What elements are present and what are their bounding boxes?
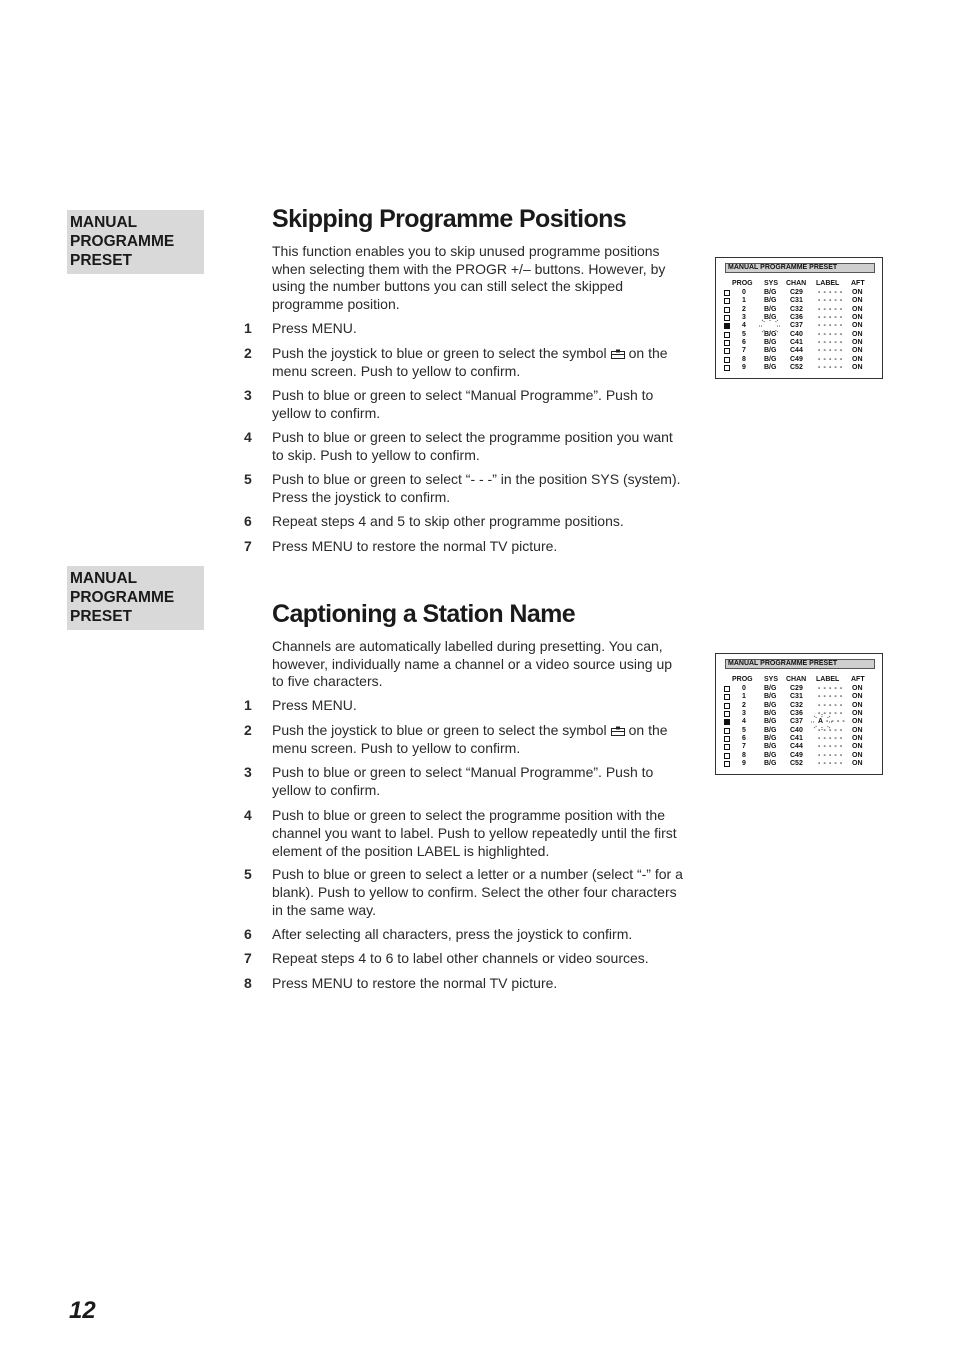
menu-column-header: LABEL (816, 280, 840, 287)
menu-programme-row (716, 364, 884, 372)
step-number: 4 (244, 807, 252, 823)
unselected-marker-icon (724, 298, 730, 304)
side-tab-manual-programme-preset (67, 566, 204, 630)
menu-cell-prog: 1 (742, 693, 746, 701)
menu-cell-chan: C49 (790, 751, 803, 759)
step-number: 2 (244, 345, 252, 361)
menu-programme-row (716, 702, 884, 710)
page-number: 12 (69, 1297, 96, 1324)
menu-cell-aft: ON (852, 305, 863, 313)
menu-cell-label: - - - - - (818, 355, 843, 363)
menu-cell-sys: B/G (764, 701, 777, 709)
menu-cell-prog: 4 (742, 322, 746, 330)
unselected-marker-icon (724, 761, 730, 767)
side-tab-manual-programme-preset (67, 210, 204, 274)
menu-cell-prog: 8 (742, 751, 746, 759)
unselected-marker-icon (724, 694, 730, 700)
menu-column-header: AFT (851, 676, 865, 683)
menu-cell-aft: ON (852, 726, 863, 734)
menu-programme-row (716, 322, 884, 330)
menu-cell-aft: ON (852, 685, 863, 692)
menu-programme-row (716, 693, 884, 701)
menu-cell-sys: B/G (764, 735, 777, 743)
unselected-marker-icon (724, 686, 730, 692)
side-tab-line: PRESET (70, 608, 133, 625)
menu-programme-row (716, 314, 884, 322)
menu-cell-sys: B/G (764, 685, 777, 692)
menu-cell-label: - - - - - (818, 322, 843, 330)
step-number: 7 (244, 538, 252, 554)
step-text: Push to blue or green to select the programme position you want to skip. Push to yellow to confirm. (272, 429, 673, 463)
menu-column-headers (716, 280, 884, 288)
menu-programme-row (716, 306, 884, 314)
menu-programme-row (716, 347, 884, 355)
side-tab-line: MANUAL (70, 570, 138, 587)
step-text: Repeat steps 4 and 5 to skip other programme positions. (272, 513, 624, 529)
menu-cell-prog: 3 (742, 314, 746, 322)
menu-screen-title: MANUAL PROGRAMME PRESET (725, 659, 875, 669)
menu-cell-sys: B/G (764, 718, 777, 726)
menu-cell-prog: 0 (742, 289, 746, 296)
step-number: 1 (244, 320, 252, 336)
menu-programme-row (716, 760, 884, 768)
menu-column-header: CHAN (786, 676, 807, 683)
step-number: 6 (244, 926, 252, 942)
menu-cell-label: - - - - - (818, 726, 843, 734)
menu-cell-label: - - - - - (818, 743, 843, 751)
menu-programme-row (716, 752, 884, 760)
menu-cell-sys: B/G (764, 726, 777, 734)
menu-cell-chan: C44 (790, 347, 803, 355)
step-text-before: Push the joystick to blue or green to select the symbol (272, 722, 607, 738)
menu-column-header: PROG (732, 280, 753, 287)
menu-column-header: SYS (764, 280, 779, 287)
step-text: Push to blue or green to select a letter or a number (select “-” for a blank). Push to yellow to confirm. Select the other four characters in the same way. (272, 866, 683, 918)
step-number: 5 (244, 866, 252, 882)
menu-cell-prog: 5 (742, 726, 746, 734)
selected-marker-icon (724, 719, 730, 725)
menu-cell-aft: ON (852, 330, 863, 338)
menu-programme-row (716, 735, 884, 743)
step-number: 2 (244, 722, 252, 738)
menu-programme-row (716, 727, 884, 735)
menu-cell-prog: 2 (742, 701, 746, 709)
step-text-before: Push the joystick to blue or green to select the symbol (272, 345, 607, 361)
menu-cell-prog: 2 (742, 305, 746, 313)
unselected-marker-icon (724, 332, 730, 338)
unselected-marker-icon (724, 711, 730, 717)
menu-cell-label: - - - - - (818, 760, 843, 768)
menu-cell-prog: 6 (742, 735, 746, 743)
menu-cell-sys: B/G (764, 297, 777, 305)
menu-cell-prog: 7 (742, 743, 746, 751)
menu-cell-chan: C32 (790, 701, 803, 709)
unselected-marker-icon (724, 703, 730, 709)
menu-programme-row (716, 289, 884, 297)
step-text: Push to blue or green to select “Manual Programme”. Push to yellow to confirm. (272, 387, 654, 421)
menu-cell-prog: 8 (742, 355, 746, 363)
menu-cell-label: - - - - - (818, 347, 843, 355)
menu-cell-aft: ON (852, 364, 863, 372)
menu-column-header: CHAN (786, 280, 807, 287)
menu-cell-chan: C49 (790, 355, 803, 363)
menu-cell-label: - - - - - (818, 289, 843, 296)
menu-cell-prog: 9 (742, 364, 746, 372)
step-number: 1 (244, 697, 252, 713)
menu-cell-aft: ON (852, 735, 863, 743)
side-tab-line: PROGRAMME (70, 589, 175, 606)
menu-cell-chan: C40 (790, 330, 803, 338)
menu-cell-sys: B/G (764, 289, 777, 296)
menu-cell-prog: 0 (742, 685, 746, 692)
step-text: Push to blue or green to select “- - -” in the position SYS (system). Press the joystick to confirm. (272, 471, 681, 505)
menu-cell-chan: C31 (790, 297, 803, 305)
menu-programme-row (716, 356, 884, 364)
menu-cell-label: - - - - - (818, 339, 843, 347)
menu-cell-aft: ON (852, 743, 863, 751)
menu-screen-skip (715, 257, 883, 379)
menu-cell-sys: B/G (764, 355, 777, 363)
menu-cell-sys: B/G (764, 751, 777, 759)
step-text-after: on the menu screen. Push to yellow to confirm. (272, 722, 668, 756)
step-number: 6 (244, 513, 252, 529)
menu-programme-row (716, 685, 884, 693)
unselected-marker-icon (724, 348, 730, 354)
menu-cell-prog: 1 (742, 297, 746, 305)
menu-cell-sys: B/G (764, 693, 777, 701)
menu-preset-icon (611, 349, 625, 359)
menu-cell-sys: B/G (764, 330, 777, 338)
step-text: After selecting all characters, press the joystick to confirm. (272, 926, 633, 942)
section-title-captioning: Captioning a Station Name (272, 600, 576, 628)
menu-cell-chan: C37 (790, 718, 803, 726)
side-tab-line: PRESET (70, 252, 133, 269)
side-tab-line: MANUAL (70, 214, 138, 231)
menu-programme-row (716, 743, 884, 751)
step-text: Repeat steps 4 to 6 to label other channels or video sources. (272, 950, 649, 966)
menu-cell-sys: B/G (764, 339, 777, 347)
menu-cell-chan: C44 (790, 743, 803, 751)
menu-cell-chan: C40 (790, 726, 803, 734)
menu-screen-caption (715, 653, 883, 775)
menu-cell-label: - - - - - (818, 297, 843, 305)
menu-cell-aft: ON (852, 718, 863, 726)
menu-column-header: AFT (851, 280, 865, 287)
unselected-marker-icon (724, 340, 730, 346)
side-tab-line: PROGRAMME (70, 233, 175, 250)
menu-programme-row (716, 331, 884, 339)
menu-cell-chan: C52 (790, 364, 803, 372)
step-number: 3 (244, 387, 252, 403)
menu-cell-chan: C31 (790, 693, 803, 701)
menu-cell-chan: C29 (790, 289, 803, 296)
menu-cell-aft: ON (852, 760, 863, 768)
unselected-marker-icon (724, 365, 730, 371)
menu-cell-aft: ON (852, 701, 863, 709)
menu-cell-label: - - - - - (818, 364, 843, 372)
section-intro-captioning: Channels are automatically labelled during presetting. You can, however, individually name a channel or a video source using up to five characters. (272, 638, 673, 690)
step-text: Press MENU to restore the normal TV picture. (272, 538, 558, 554)
step-text: Press MENU. (272, 697, 357, 713)
step-number: 3 (244, 764, 252, 780)
menu-column-header: LABEL (816, 676, 840, 683)
step-text (272, 345, 684, 381)
menu-cell-aft: ON (852, 751, 863, 759)
menu-programme-row (716, 718, 884, 726)
menu-cell-aft: ON (852, 339, 863, 347)
menu-cell-aft: ON (852, 347, 863, 355)
menu-cell-aft: ON (852, 314, 863, 322)
menu-cell-sys: B/G (764, 710, 777, 718)
unselected-marker-icon (724, 744, 730, 750)
step-number: 8 (244, 975, 252, 991)
menu-cell-chan: C41 (790, 735, 803, 743)
menu-cell-aft: ON (852, 289, 863, 296)
menu-cell-prog: 9 (742, 760, 746, 768)
menu-cell-sys: B/G (764, 347, 777, 355)
menu-column-headers (716, 676, 884, 684)
menu-cell-label: - - - - - (818, 330, 843, 338)
step-number: 4 (244, 429, 252, 445)
unselected-marker-icon (724, 728, 730, 734)
step-text: Push to blue or green to select the programme position with the channel you want to label. Push to yellow repeatedly until the first element of the position LABEL is highlighted. (272, 807, 677, 859)
menu-cell-chan: C36 (790, 314, 803, 322)
section-title-skipping: Skipping Programme Positions (272, 205, 627, 233)
menu-cell-aft: ON (852, 355, 863, 363)
step-text (272, 722, 684, 758)
step-text: Push to blue or green to select “Manual Programme”. Push to yellow to confirm. (272, 764, 654, 798)
unselected-marker-icon (724, 753, 730, 759)
step-text-after: on the menu screen. Push to yellow to confirm. (272, 345, 668, 379)
menu-cell-label: - - - - - (818, 314, 843, 322)
menu-programme-row (716, 339, 884, 347)
menu-preset-icon (611, 726, 625, 736)
menu-cell-label: - - - - - (818, 685, 843, 692)
unselected-marker-icon (724, 307, 730, 313)
menu-programme-row (716, 297, 884, 305)
menu-cell-label: - - - - - (818, 693, 843, 701)
unselected-marker-icon (724, 315, 730, 321)
step-number: 5 (244, 471, 252, 487)
menu-cell-label: - - - - - (818, 751, 843, 759)
menu-cell-sys: B/G (764, 314, 777, 322)
unselected-marker-icon (724, 736, 730, 742)
menu-programme-row (716, 710, 884, 718)
menu-cell-chan: C41 (790, 339, 803, 347)
menu-cell-label: - - - - - (818, 701, 843, 709)
menu-cell-sys: B/G (764, 305, 777, 313)
menu-column-header: SYS (764, 676, 779, 683)
menu-cell-label: - - - - - (818, 305, 843, 313)
menu-cell-chan: C37 (790, 322, 803, 330)
menu-cell-aft: ON (852, 322, 863, 330)
step-text: Press MENU. (272, 320, 357, 336)
menu-cell-aft: ON (852, 297, 863, 305)
menu-cell-prog: 4 (742, 718, 746, 726)
menu-cell-label: A - - - - (818, 718, 846, 726)
menu-cell-chan: C36 (790, 710, 803, 718)
menu-cell-chan: C29 (790, 685, 803, 692)
menu-cell-sys: B/G (764, 743, 777, 751)
step-text: Press MENU to restore the normal TV picture. (272, 975, 558, 991)
menu-column-header: PROG (732, 676, 753, 683)
section-intro-skipping: This function enables you to skip unused programme positions when selecting them with the PROGR +/– buttons. However, by using the number buttons you can still select the skipped programme position. (272, 243, 666, 312)
step-number: 7 (244, 950, 252, 966)
menu-cell-prog: 6 (742, 339, 746, 347)
selected-marker-icon (724, 323, 730, 329)
menu-cell-prog: 3 (742, 710, 746, 718)
menu-cell-prog: 7 (742, 347, 746, 355)
menu-cell-chan: C32 (790, 305, 803, 313)
menu-cell-prog: 5 (742, 330, 746, 338)
menu-cell-chan: C52 (790, 760, 803, 768)
menu-cell-aft: ON (852, 710, 863, 718)
menu-cell-aft: ON (852, 693, 863, 701)
menu-cell-sys: B/G (764, 364, 777, 372)
menu-cell-label: - - - - - (818, 710, 843, 718)
menu-screen-title: MANUAL PROGRAMME PRESET (725, 263, 875, 273)
unselected-marker-icon (724, 290, 730, 296)
menu-cell-sys: B/G (764, 760, 777, 768)
unselected-marker-icon (724, 357, 730, 363)
menu-cell-label: - - - - - (818, 735, 843, 743)
